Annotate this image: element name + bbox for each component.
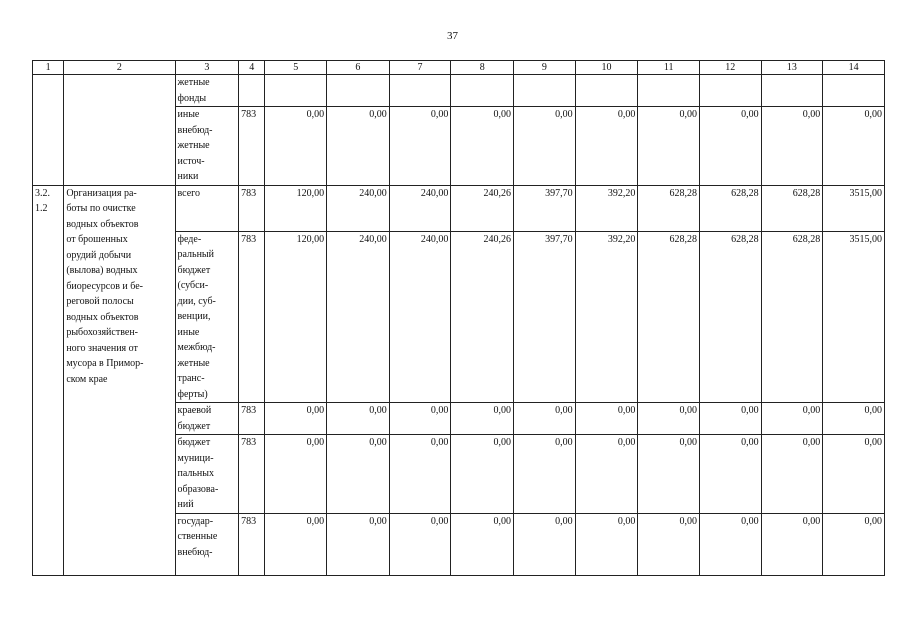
value-cell: 0,00 <box>389 513 451 575</box>
value-cell: 0,00 <box>514 107 576 186</box>
value-cell: 0,00 <box>389 107 451 186</box>
column-header: 1 <box>33 61 64 75</box>
value-cell: 0,00 <box>823 403 885 435</box>
column-header: 14 <box>823 61 885 75</box>
column-header: 9 <box>514 61 576 75</box>
table-row <box>33 185 885 231</box>
table-row <box>33 75 885 107</box>
value-cell: 0,00 <box>327 513 390 575</box>
value-cell: 0,00 <box>638 107 700 186</box>
value-cell <box>638 75 700 107</box>
source-cell: иные внебюд- жетные источ- ники <box>175 107 239 186</box>
source-cell: краевой бюджет <box>175 403 239 435</box>
value-cell: 397,70 <box>514 231 576 403</box>
source-cell: бюджет муници- пальных образова- ний <box>175 435 239 514</box>
value-cell: 240,00 <box>389 185 451 231</box>
page-number: 37 <box>447 30 458 42</box>
value-cell: 3515,00 <box>823 231 885 403</box>
column-header-row <box>33 61 885 75</box>
value-cell: 240,00 <box>327 185 390 231</box>
value-cell: 0,00 <box>327 403 390 435</box>
column-header: 13 <box>761 61 823 75</box>
source-cell: жетные фонды <box>175 75 239 107</box>
value-cell: 3515,00 <box>823 185 885 231</box>
value-cell: 240,00 <box>327 231 390 403</box>
value-cell: 0,00 <box>451 403 514 435</box>
column-header: 11 <box>638 61 700 75</box>
column-header: 5 <box>265 61 327 75</box>
column-header: 2 <box>64 61 175 75</box>
value-cell <box>451 75 514 107</box>
value-cell: 0,00 <box>514 403 576 435</box>
value-cell: 397,70 <box>514 185 576 231</box>
column-header: 7 <box>389 61 451 75</box>
value-cell: 0,00 <box>451 435 514 514</box>
item-index: 3.2. 1.2 <box>33 185 64 575</box>
code-cell: 783 <box>239 513 265 575</box>
value-cell: 0,00 <box>823 107 885 186</box>
value-cell: 0,00 <box>514 435 576 514</box>
value-cell: 0,00 <box>575 403 638 435</box>
column-header: 3 <box>175 61 239 75</box>
value-cell <box>823 75 885 107</box>
value-cell: 0,00 <box>514 513 576 575</box>
code-cell: 783 <box>239 231 265 403</box>
value-cell: 0,00 <box>699 513 761 575</box>
value-cell: 0,00 <box>638 435 700 514</box>
value-cell <box>514 75 576 107</box>
value-cell: 628,28 <box>761 185 823 231</box>
value-cell: 628,28 <box>699 231 761 403</box>
value-cell: 0,00 <box>265 403 327 435</box>
value-cell: 0,00 <box>823 435 885 514</box>
value-cell <box>575 75 638 107</box>
value-cell: 120,00 <box>265 185 327 231</box>
value-cell: 0,00 <box>761 107 823 186</box>
value-cell <box>761 75 823 107</box>
description-cell-empty <box>64 75 175 186</box>
value-cell: 0,00 <box>699 107 761 186</box>
column-header: 12 <box>699 61 761 75</box>
value-cell <box>265 75 327 107</box>
value-cell: 0,00 <box>451 513 514 575</box>
value-cell: 0,00 <box>699 435 761 514</box>
source-cell: всего <box>175 185 239 231</box>
value-cell: 628,28 <box>699 185 761 231</box>
value-cell: 628,28 <box>638 185 700 231</box>
value-cell: 0,00 <box>575 435 638 514</box>
code-cell: 783 <box>239 403 265 435</box>
value-cell <box>389 75 451 107</box>
value-cell: 0,00 <box>265 513 327 575</box>
value-cell: 0,00 <box>638 513 700 575</box>
column-header: 8 <box>451 61 514 75</box>
value-cell: 0,00 <box>389 435 451 514</box>
source-cell: феде- ральный бюджет (субси- дии, суб- венции, иные межбюд- жетные транс- ферты) <box>175 231 239 403</box>
column-header: 10 <box>575 61 638 75</box>
value-cell: 0,00 <box>823 513 885 575</box>
value-cell: 392,20 <box>575 231 638 403</box>
value-cell: 120,00 <box>265 231 327 403</box>
value-cell: 0,00 <box>389 403 451 435</box>
index-cell-empty <box>33 75 64 186</box>
value-cell: 0,00 <box>327 107 390 186</box>
value-cell: 0,00 <box>638 403 700 435</box>
code-cell: 783 <box>239 185 265 231</box>
value-cell: 240,26 <box>451 185 514 231</box>
value-cell: 0,00 <box>761 403 823 435</box>
code-cell <box>239 75 265 107</box>
code-cell: 783 <box>239 107 265 186</box>
source-cell: государ- ственные внебюд- <box>175 513 239 575</box>
value-cell: 0,00 <box>575 107 638 186</box>
value-cell: 0,00 <box>575 513 638 575</box>
column-header: 4 <box>239 61 265 75</box>
column-header: 6 <box>327 61 390 75</box>
value-cell: 628,28 <box>761 231 823 403</box>
value-cell: 0,00 <box>761 435 823 514</box>
item-description: Организация ра- боты по очистке водных объектов от брошенных орудий добычи (вылова) водных биоресурсов и бе- реговой полосы водных объектов рыбохозяйствен- ного значения от мусора в Примор- ском крае <box>64 185 175 575</box>
value-cell <box>327 75 390 107</box>
value-cell: 392,20 <box>575 185 638 231</box>
value-cell: 0,00 <box>761 513 823 575</box>
budget-table <box>32 60 885 576</box>
value-cell: 0,00 <box>327 435 390 514</box>
value-cell: 0,00 <box>699 403 761 435</box>
value-cell: 0,00 <box>265 107 327 186</box>
value-cell: 628,28 <box>638 231 700 403</box>
value-cell: 240,26 <box>451 231 514 403</box>
value-cell <box>699 75 761 107</box>
code-cell: 783 <box>239 435 265 514</box>
value-cell: 0,00 <box>265 435 327 514</box>
value-cell: 0,00 <box>451 107 514 186</box>
value-cell: 240,00 <box>389 231 451 403</box>
